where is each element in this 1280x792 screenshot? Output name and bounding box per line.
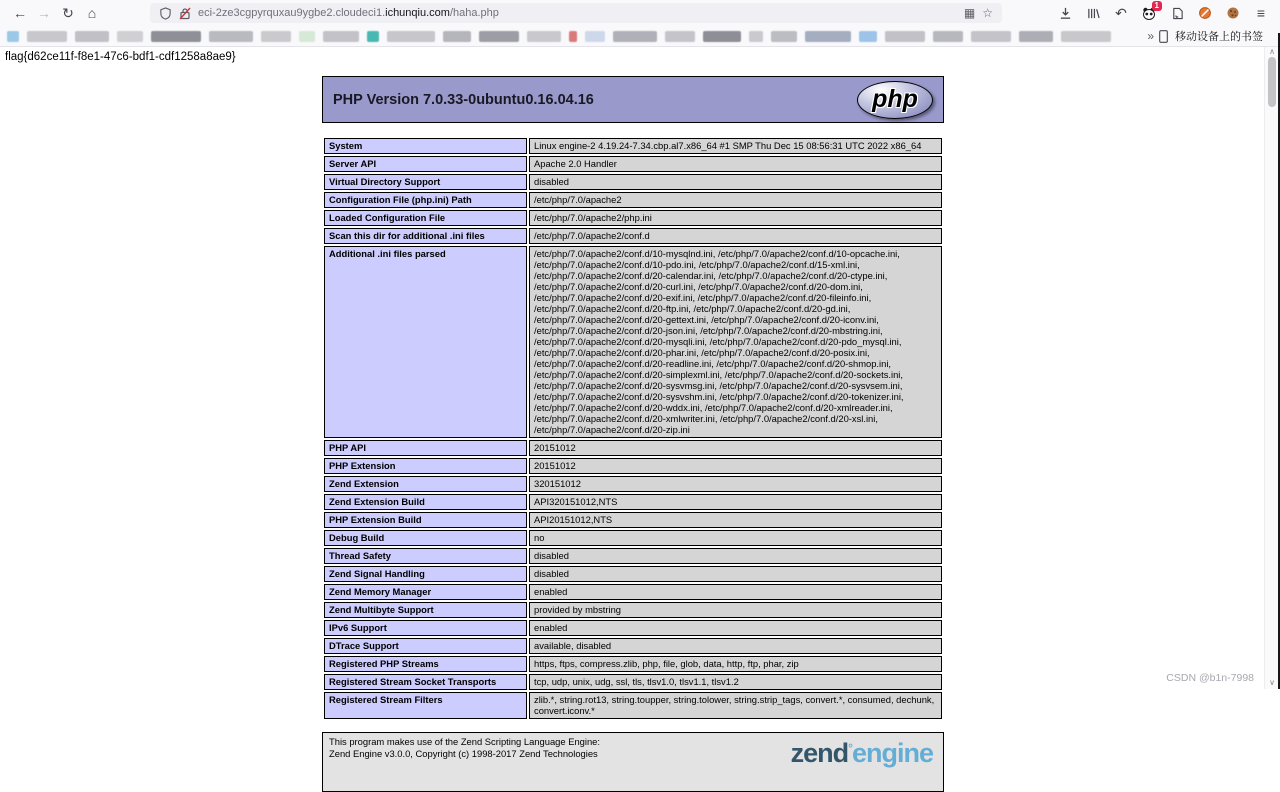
row-label: Additional .ini files parsed xyxy=(324,246,527,438)
extension-panda-button[interactable] xyxy=(1138,3,1160,23)
bookmark-item[interactable] xyxy=(117,31,143,42)
table-row xyxy=(324,674,942,690)
cookie-icon xyxy=(1226,6,1240,20)
mobile-phone-icon xyxy=(1159,30,1168,43)
bookmark-item[interactable] xyxy=(367,31,379,42)
phpinfo-header xyxy=(322,76,944,123)
row-label: Thread Safety xyxy=(324,548,527,564)
download-icon xyxy=(1059,7,1072,20)
table-row xyxy=(324,458,942,474)
row-value: zlib.*, string.rot13, string.toupper, string.tolower, string.strip_tags, convert.*, consumed, dechunk, convert.iconv.* xyxy=(529,692,942,719)
reload-icon: ↻ xyxy=(62,4,74,21)
row-label: Debug Build xyxy=(324,530,527,546)
row-label: Registered Stream Socket Transports xyxy=(324,674,527,690)
bookmark-item[interactable] xyxy=(749,31,763,42)
table-row xyxy=(324,656,942,672)
table-row xyxy=(324,174,942,190)
row-value: /etc/php/7.0/apache2/php.ini xyxy=(529,210,942,226)
phpinfo-table xyxy=(322,136,944,721)
row-value: API20151012,NTS xyxy=(529,512,942,528)
table-row xyxy=(324,566,942,582)
bookmark-item[interactable] xyxy=(805,31,851,42)
row-value: 20151012 xyxy=(529,440,942,456)
bookmark-item[interactable] xyxy=(971,31,1011,42)
row-label: Virtual Directory Support xyxy=(324,174,527,190)
row-value: disabled xyxy=(529,548,942,564)
home-icon: ⌂ xyxy=(87,5,97,21)
row-label: Configuration File (php.ini) Path xyxy=(324,192,527,208)
blocker-icon xyxy=(1198,6,1212,20)
row-value: enabled xyxy=(529,620,942,636)
url-domain: ichunqiu.com xyxy=(385,7,450,19)
row-label: PHP Extension Build xyxy=(324,512,527,528)
row-value: /etc/php/7.0/apache2 xyxy=(529,192,942,208)
menu-icon: ≡ xyxy=(1256,5,1266,21)
bookmark-item[interactable] xyxy=(299,31,315,42)
forward-icon: → xyxy=(37,5,51,21)
row-value: API320151012,NTS xyxy=(529,494,942,510)
php-version-title: PHP Version 7.0.33-0ubuntu0.16.04.16 xyxy=(333,91,594,108)
library-button[interactable] xyxy=(1082,3,1104,23)
table-row xyxy=(324,548,942,564)
flag-text: flag{d62ce11f-f8e1-47c6-bdf1-cdf1258a8ae9} xyxy=(5,51,236,63)
zend-logo-zend: zend xyxy=(790,738,849,768)
bookmark-item[interactable] xyxy=(7,31,19,42)
row-label: PHP API xyxy=(324,440,527,456)
page-star-icon xyxy=(1171,7,1184,20)
row-value: Apache 2.0 Handler xyxy=(529,156,942,172)
cookie-extension-button[interactable] xyxy=(1222,3,1244,23)
row-value: disabled xyxy=(529,174,942,190)
bookmark-item[interactable] xyxy=(27,31,67,42)
url-path: /haha.php xyxy=(449,7,499,19)
back-button[interactable] xyxy=(8,3,32,23)
table-row xyxy=(324,638,942,654)
bookmark-item[interactable] xyxy=(479,31,519,42)
bookmarks-overflow-button[interactable]: » xyxy=(1147,29,1152,43)
row-value: 320151012 xyxy=(529,476,942,492)
bookmark-item[interactable] xyxy=(75,31,109,42)
table-row xyxy=(324,246,942,438)
table-row xyxy=(324,476,942,492)
table-row xyxy=(324,228,942,244)
extension-badge: 1 xyxy=(1152,1,1162,11)
row-label: Zend Extension xyxy=(324,476,527,492)
row-label: Registered Stream Filters xyxy=(324,692,527,719)
table-row xyxy=(324,530,942,546)
bookmark-item[interactable] xyxy=(885,31,925,42)
bookmark-item[interactable] xyxy=(665,31,695,42)
back-icon: ← xyxy=(13,5,27,21)
zend-logo-dot: ° xyxy=(848,741,852,755)
row-label: Loaded Configuration File xyxy=(324,210,527,226)
row-label: IPv6 Support xyxy=(324,620,527,636)
qr-code-icon[interactable]: ▦ xyxy=(963,6,976,20)
table-row xyxy=(324,692,942,719)
zend-engine-logo xyxy=(791,733,933,768)
scroll-up-arrow[interactable]: ∧ xyxy=(1269,47,1275,56)
row-value: 20151012 xyxy=(529,458,942,474)
bookmark-star-icon[interactable]: ☆ xyxy=(982,6,993,20)
browser-toolbar xyxy=(0,0,1280,26)
mobile-bookmarks-folder[interactable]: 移动设备上的书签 xyxy=(1175,31,1263,43)
row-label: DTrace Support xyxy=(324,638,527,654)
downloads-button[interactable] xyxy=(1054,3,1076,23)
row-value: Linux engine-2 4.19.24-7.34.cbp.al7.x86_64 #1 SMP Thu Dec 15 08:56:31 UTC 2022 x86_64 xyxy=(529,138,942,154)
row-label: PHP Extension xyxy=(324,458,527,474)
bookmark-item[interactable] xyxy=(151,31,201,42)
row-label: Zend Signal Handling xyxy=(324,566,527,582)
row-value: available, disabled xyxy=(529,638,942,654)
library-icon xyxy=(1087,7,1100,20)
toolbar-extension-area xyxy=(1054,3,1272,23)
row-value: disabled xyxy=(529,566,942,582)
php-logo xyxy=(857,81,933,119)
bookmark-item[interactable] xyxy=(703,31,741,42)
zend-logo-engine: engine xyxy=(851,738,933,768)
table-row xyxy=(324,494,942,510)
php-logo-text: php xyxy=(872,85,918,113)
bookmark-item[interactable] xyxy=(443,31,471,42)
table-row xyxy=(324,620,942,636)
url-text xyxy=(198,7,957,19)
menu-button[interactable] xyxy=(1250,3,1272,23)
row-value: provided by mbstring xyxy=(529,602,942,618)
row-label: Zend Memory Manager xyxy=(324,584,527,600)
scroll-down-arrow[interactable]: ∨ xyxy=(1269,678,1275,687)
zend-engine-box xyxy=(322,732,944,792)
table-row xyxy=(324,584,942,600)
row-label: Scan this dir for additional .ini files xyxy=(324,228,527,244)
undo-icon: ↶ xyxy=(1115,4,1127,21)
bookmark-item[interactable] xyxy=(585,31,605,42)
page-content xyxy=(0,47,1280,768)
phpinfo-rows xyxy=(324,138,942,719)
content-blocker-button[interactable] xyxy=(1194,3,1216,23)
table-row xyxy=(324,156,942,172)
shield-icon[interactable] xyxy=(159,7,172,20)
vertical-scrollbar[interactable] xyxy=(1264,47,1278,689)
scrollbar-thumb[interactable] xyxy=(1268,57,1276,107)
csdn-watermark: CSDN @b1n-7998 xyxy=(1166,672,1254,684)
row-value: enabled xyxy=(529,584,942,600)
bookmark-item[interactable] xyxy=(569,31,577,42)
zend-notice-line2: Zend Engine v3.0.0, Copyright (c) 1998-2017 Zend Technologies xyxy=(329,748,598,759)
table-row xyxy=(324,210,942,226)
bookmark-item[interactable] xyxy=(527,31,561,42)
home-button[interactable] xyxy=(80,3,104,23)
row-label: Zend Multibyte Support xyxy=(324,602,527,618)
insecure-lock-icon[interactable] xyxy=(179,7,191,20)
bookmark-item[interactable] xyxy=(859,31,877,42)
bookmarks-bar xyxy=(0,26,1280,47)
table-row xyxy=(324,192,942,208)
table-row xyxy=(324,138,942,154)
bookmark-item[interactable] xyxy=(261,31,291,42)
bookmark-item[interactable] xyxy=(613,31,657,42)
undo-button[interactable] xyxy=(1110,3,1132,23)
row-label: Server API xyxy=(324,156,527,172)
bookmark-item[interactable] xyxy=(1061,31,1111,42)
row-value: /etc/php/7.0/apache2/conf.d/10-mysqlnd.ini, /etc/php/7.0/apache2/conf.d/10-opcache.ini, /etc/php/7.0/apache2/conf.d/10-pdo.ini, /etc/php/7.0/apache2/conf.d/15-xml.ini, /etc/php/7.0/apache2/conf.d/20-calendar.ini, /etc/php/7.0/apache2/conf.d/20-ctype.ini, /etc/php/7.0/apache2/conf.d/20-curl.ini, /etc/php/7.0/apache2/conf.d/20-dom.ini, /etc/php/7.0/apache2/conf.d/20-exif.ini, /etc/php/7.0/apache2/conf.d/20-fileinfo.ini, /etc/php/7.0/apache2/conf.d/20-ftp.ini, /etc/php/7.0/apache2/conf.d/20-gd.ini, /etc/php/7.0/apache2/conf.d/20-gettext.ini, /etc/php/7.0/apache2/conf.d/20-iconv.ini, /etc/php/7.0/apache2/conf.d/20-json.ini, /etc/php/7.0/apache2/conf.d/20-mbstring.ini, /etc/php/7.0/apache2/conf.d/20-mysqli.ini, /etc/php/7.0/apache2/conf.d/20-pdo_mysql.ini, /etc/php/7.0/apache2/conf.d/20-phar.ini, /etc/php/7.0/apache2/conf.d/20-posix.ini, /etc/php/7.0/apache2/conf.d/20-readline.ini, /etc/php/7.0/apache2/conf.d/20-shmop.ini, /etc/php/7.0/apache2/conf.d/20-simplexml.ini, /etc/php/7.0/apache2/conf.d/20-sockets.ini, /etc/php/7.0/apache2/conf.d/20-sysvmsg.ini, /etc/php/7.0/apache2/conf.d/20-sysvsem.ini, /etc/php/7.0/apache2/conf.d/20-sysvshm.ini, /etc/php/7.0/apache2/conf.d/20-tokenizer.ini, /etc/php/7.0/apache2/conf.d/20-wddx.ini, /etc/php/7.0/apache2/conf.d/20-xmlreader.ini, /etc/php/7.0/apache2/conf.d/20-xmlwriter.ini, /etc/php/7.0/apache2/conf.d/20-xsl.ini, /etc/php/7.0/apache2/conf.d/20-zip.ini xyxy=(529,246,942,438)
row-label: Zend Extension Build xyxy=(324,494,527,510)
bookmark-items xyxy=(7,31,1147,42)
row-label: System xyxy=(324,138,527,154)
zend-notice-line1: This program makes use of the Zend Scripting Language Engine: xyxy=(329,736,600,747)
table-row xyxy=(324,440,942,456)
reload-button[interactable] xyxy=(56,3,80,23)
url-prefix: eci-2ze3cgpyrquxau9ygbe2.cloudeci1. xyxy=(198,7,386,19)
bookmark-item[interactable] xyxy=(933,31,963,42)
extension-page-button[interactable] xyxy=(1166,3,1188,23)
table-row xyxy=(324,512,942,528)
bookmark-item[interactable] xyxy=(771,31,797,42)
row-label: Registered PHP Streams xyxy=(324,656,527,672)
bookmark-item[interactable] xyxy=(323,31,359,42)
row-value: /etc/php/7.0/apache2/conf.d xyxy=(529,228,942,244)
url-bar[interactable] xyxy=(150,3,1002,23)
bookmark-item[interactable] xyxy=(387,31,435,42)
forward-button[interactable] xyxy=(32,3,56,23)
phpinfo-output xyxy=(322,76,944,792)
bookmark-item[interactable] xyxy=(1019,31,1053,42)
table-row xyxy=(324,602,942,618)
row-value: tcp, udp, unix, udg, ssl, tls, tlsv1.0, tlsv1.1, tlsv1.2 xyxy=(529,674,942,690)
bookmark-item[interactable] xyxy=(209,31,253,42)
row-value: no xyxy=(529,530,942,546)
row-value: https, ftps, compress.zlib, php, file, glob, data, http, ftp, phar, zip xyxy=(529,656,942,672)
